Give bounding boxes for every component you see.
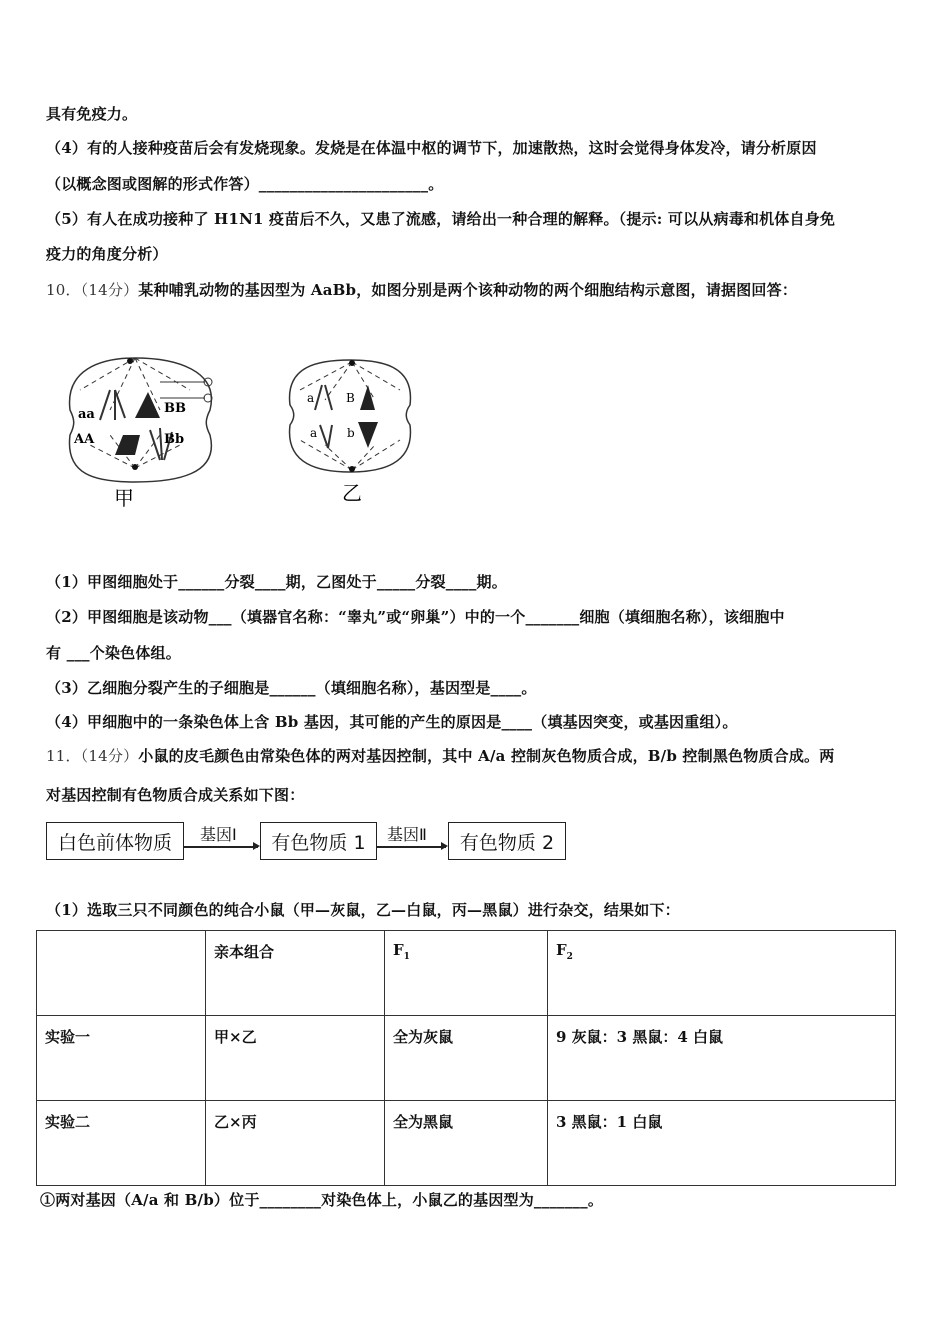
q10-sub4: （4）甲细胞中的一条染色体上含 Bb 基因，其可能的产生的原因是____（填基因突变，或基因重组）。 bbox=[46, 713, 738, 731]
results-table bbox=[36, 930, 896, 1186]
header-text: F bbox=[556, 941, 567, 959]
table-cell: 全为灰鼠 bbox=[385, 1016, 548, 1101]
gene-label: aa bbox=[78, 407, 95, 422]
gene-label: B bbox=[346, 391, 355, 405]
flow-arrow bbox=[377, 846, 446, 848]
gene-label: BB bbox=[164, 401, 186, 416]
table-cell: 实验二 bbox=[37, 1101, 206, 1186]
table-cell: 全为黑鼠 bbox=[385, 1101, 548, 1186]
q11-sub1: （1）选取三只不同颜色的纯合小鼠（甲—灰鼠，乙—白鼠，丙—黑鼠）进行杂交，结果如下： bbox=[46, 901, 680, 919]
gene-label: a bbox=[307, 391, 315, 405]
figure-caption: 乙 bbox=[342, 481, 362, 505]
table-row bbox=[37, 1016, 896, 1101]
question-text: 小鼠的皮毛颜色由常染色体的两对基因控制，其中 A/a 控制灰色物质合成，B/b 控制黑色物质合成。两 bbox=[138, 747, 835, 765]
question-11-stem-cont: 对基因控制有色物质合成关系如下图： bbox=[46, 786, 305, 804]
flow-arrow bbox=[184, 846, 258, 848]
question-10-stem bbox=[46, 279, 797, 300]
flow-box-white-precursor: 白色前体物质 bbox=[46, 822, 184, 860]
question-11-stem bbox=[46, 745, 834, 766]
header-subscript: 2 bbox=[566, 952, 573, 962]
text-line: 具有免疫力。 bbox=[46, 105, 138, 123]
q10-sub1: （1）甲图细胞处于______分裂____期，乙图处于_____分裂____期。 bbox=[46, 573, 507, 591]
table-cell: 甲×乙 bbox=[206, 1016, 385, 1101]
question-4: （4）有的人接种疫苗后会有发烧现象。发烧是在体温中枢的调节下，加速散热，这时会觉得身体发冷，请分析原因 bbox=[46, 139, 817, 157]
question-4-cont: （以概念图或图解的形式作答）______________________。 bbox=[46, 175, 444, 193]
table-cell: 乙×丙 bbox=[206, 1101, 385, 1186]
gene-label: b bbox=[347, 426, 355, 440]
question-number: 10．（14分） bbox=[46, 281, 139, 299]
q10-sub2: （2）甲图细胞是该动物___（填器官名称：“睾丸”或“卵巢”）中的一个_______细胞（填细胞名称），该细胞中 bbox=[46, 608, 785, 626]
header-text: F bbox=[393, 941, 404, 959]
cell-diagram-yi bbox=[280, 350, 420, 510]
flow-box-pigment-1: 有色物质 1 bbox=[260, 822, 377, 860]
question-5: （5）有人在成功接种了 H1N1 疫苗后不久，又患了流感，请给出一种合理的解释。（提示: 可以从病毒和机体自身免 bbox=[46, 210, 836, 228]
q11-sub1-part1: ①两对基因（A/a 和 B/b）位于________对染色体上，小鼠乙的基因型为_______。 bbox=[40, 1191, 604, 1209]
table-cell bbox=[37, 931, 206, 1016]
table-cell bbox=[548, 931, 896, 1016]
gene-label: AA bbox=[74, 432, 95, 447]
table-header-row bbox=[37, 931, 896, 1016]
flow-box-pigment-2: 有色物质 2 bbox=[448, 822, 566, 860]
flow-arrow-label: 基因Ⅱ bbox=[387, 825, 427, 844]
question-number: 11．（14分） bbox=[46, 747, 139, 765]
figure-caption: 甲 bbox=[114, 486, 134, 510]
q10-sub2-cont: 有 ___个染色体组。 bbox=[46, 644, 181, 662]
table-cell: 实验一 bbox=[37, 1016, 206, 1101]
flow-arrow-label: 基因Ⅰ bbox=[200, 825, 237, 844]
question-text: 某种哺乳动物的基因型为 AaBb，如图分别是两个该种动物的两个细胞结构示意图，请据图回答： bbox=[138, 281, 798, 299]
gene-label: Bb bbox=[164, 432, 185, 447]
header-subscript: 1 bbox=[403, 952, 410, 962]
question-5-cont: 疫力的角度分析） bbox=[46, 245, 168, 263]
table-cell: 3 黑鼠：1 白鼠 bbox=[548, 1101, 896, 1186]
table-row bbox=[37, 1101, 896, 1186]
table-cell bbox=[385, 931, 548, 1016]
q10-sub3: （3）乙细胞分裂产生的子细胞是______（填细胞名称），基因型是____。 bbox=[46, 679, 537, 697]
table-cell: 9 灰鼠：3 黑鼠：4 白鼠 bbox=[548, 1016, 896, 1101]
gene-label: a bbox=[310, 426, 318, 440]
cell-diagram-jia bbox=[60, 350, 230, 510]
table-cell: 亲本组合 bbox=[206, 931, 385, 1016]
